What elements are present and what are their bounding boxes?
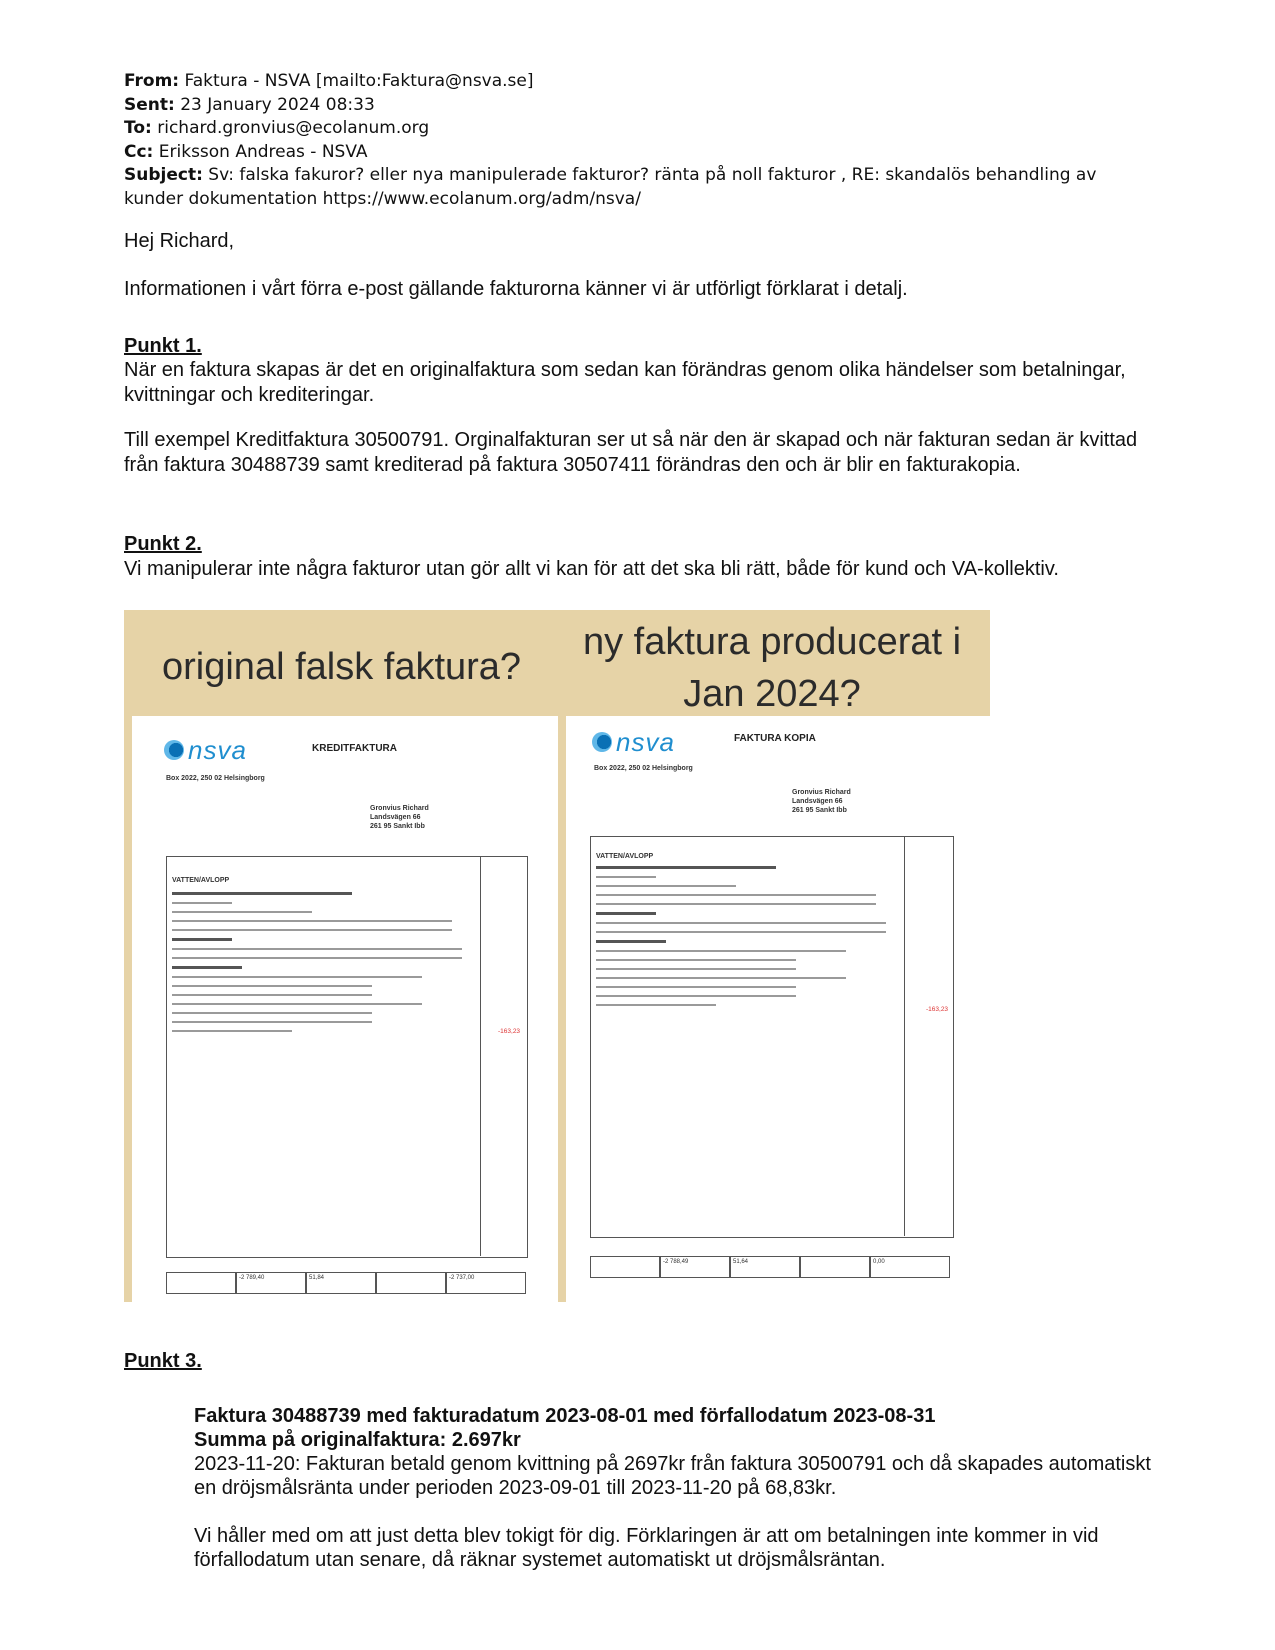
sent-label: Sent: — [124, 94, 175, 115]
amount-column-divider — [904, 836, 905, 1236]
cc-value: Eriksson Andreas - NSVA — [158, 141, 368, 162]
invoice-title: KREDITFAKTURA — [312, 743, 397, 754]
punkt1-text: När en faktura skapas är det en originalfaktura som sedan kan förändras genom olika händelser som betalningar, kvittningar och krediteringar. — [124, 359, 1126, 406]
customer-street: Landsvägen 66 — [370, 814, 421, 821]
invoice-address: Box 2022, 250 02 Helsingborg — [166, 775, 265, 782]
punkt3-heading: Punkt 3. — [124, 1350, 202, 1372]
punkt3-bold-line2: Summa på originalfaktura: 2.697kr — [194, 1429, 521, 1451]
subject-value: Sv: falska fakuror? eller nya manipulerade fakturor? ränta på noll fakturor , RE: skandalös behandling av kunder dokumentation https://www.ecolanum.org/adm/nsva/ — [124, 165, 1097, 209]
customer-city: 261 95 Sankt Ibb — [370, 823, 425, 830]
amount-column-divider — [480, 856, 481, 1256]
invoice-address: Box 2022, 250 02 Helsingborg — [594, 765, 693, 772]
from-line — [124, 70, 1134, 94]
footer-due-cell — [166, 1272, 236, 1294]
invoice-text-lines — [172, 892, 472, 1039]
sent-value: 23 January 2024 08:33 — [180, 94, 375, 115]
from-value: Faktura - NSVA [mailto:Faktura@nsva.se] — [184, 71, 534, 91]
punkt2-text: Vi manipulerar inte några fakturor utan gör allt vi kan för att det ska bli rätt, både för kund och VA-kollektiv. — [124, 558, 1059, 580]
to-line — [124, 117, 1134, 141]
footer-total-cell: 0,00 — [870, 1256, 950, 1278]
customer-city: 261 95 Sankt Ibb — [792, 807, 847, 814]
nsva-logo — [592, 726, 675, 757]
footer-net-cell: -2 788,49 — [660, 1256, 730, 1278]
email-header — [124, 70, 1134, 211]
footer-due-cell — [590, 1256, 660, 1278]
customer-name: Gronvius Richard — [792, 789, 851, 796]
right-invoice — [558, 716, 990, 1302]
intro-paragraph: Informationen i vårt förra e-post gällande fakturorna känner vi är utförligt förklarat i detalj. — [124, 278, 908, 300]
footer-moms-cell: 51,84 — [306, 1272, 376, 1294]
section-title: VATTEN/AVLOPP — [596, 853, 654, 860]
nsva-logo-icon — [164, 740, 184, 760]
left-invoice — [124, 716, 558, 1302]
subject-line — [124, 164, 1134, 211]
cc-line — [124, 141, 1134, 165]
customer-name: Gronvius Richard — [370, 805, 429, 812]
right-caption: ny faktura producerat i Jan 2024? — [582, 621, 962, 715]
section-title: VATTEN/AVLOPP — [172, 877, 230, 884]
red-amount: -163,23 — [926, 1006, 949, 1013]
punkt2-heading: Punkt 2. — [124, 533, 202, 555]
footer-moms-cell: 51,64 — [730, 1256, 800, 1278]
to-value[interactable]: richard.gronvius@ecolanum.org — [157, 118, 430, 138]
invoice-comparison-image — [124, 610, 990, 1302]
from-label: From: — [124, 71, 180, 91]
sent-line — [124, 94, 1134, 118]
footer-net-cell: -2 789,40 — [236, 1272, 306, 1294]
footer-total-cell: -2 737,00 — [446, 1272, 526, 1294]
invoice-footer-row — [590, 1256, 950, 1278]
invoice-title: FAKTURA KOPIA — [734, 733, 816, 744]
customer-street: Landsvägen 66 — [792, 798, 843, 805]
nsva-logo — [164, 734, 247, 765]
logo-text: nsva — [188, 734, 247, 765]
invoice-footer-row — [166, 1272, 526, 1294]
punkt3-bold-line1: Faktura 30488739 med fakturadatum 2023-08-01 med förfallodatum 2023-08-31 — [194, 1405, 936, 1427]
cc-label: Cc: — [124, 141, 154, 162]
footer-rounding-cell — [800, 1256, 870, 1278]
nsva-logo-icon — [592, 732, 612, 752]
footer-rounding-cell — [376, 1272, 446, 1294]
logo-text: nsva — [616, 726, 675, 757]
punkt1-example: Till exempel Kreditfaktura 30500791. Orginalfakturan ser ut så när den är skapad och när fakturan sedan är kvittad från faktura 30488739 samt krediterad på faktura 30507411 förändras den och är blir en fakturakopia. — [124, 429, 1138, 476]
punkt3-text1: 2023-11-20: Fakturan betald genom kvittning på 2697kr från faktura 30500791 och då skapades automatiskt en dröjsmålsränta under perioden 2023-09-01 till 2023-11-20 på 68,83kr. — [194, 1453, 1151, 1499]
invoice-text-lines — [596, 866, 896, 1013]
greeting: Hej Richard, — [124, 230, 235, 252]
red-amount: -163,23 — [498, 1028, 521, 1035]
left-caption: original falsk faktura? — [162, 646, 522, 688]
to-label: To: — [124, 118, 152, 138]
punkt3-text2: Vi håller med om att just detta blev tokigt för dig. Förklaringen är att om betalningen inte kommer in vid förfallodatum utan senare, då räknar systemet automatiskt ut dröjsmålsräntan. — [194, 1525, 1099, 1571]
punkt1-heading: Punkt 1. — [124, 335, 202, 357]
subject-label: Subject: — [124, 165, 203, 185]
